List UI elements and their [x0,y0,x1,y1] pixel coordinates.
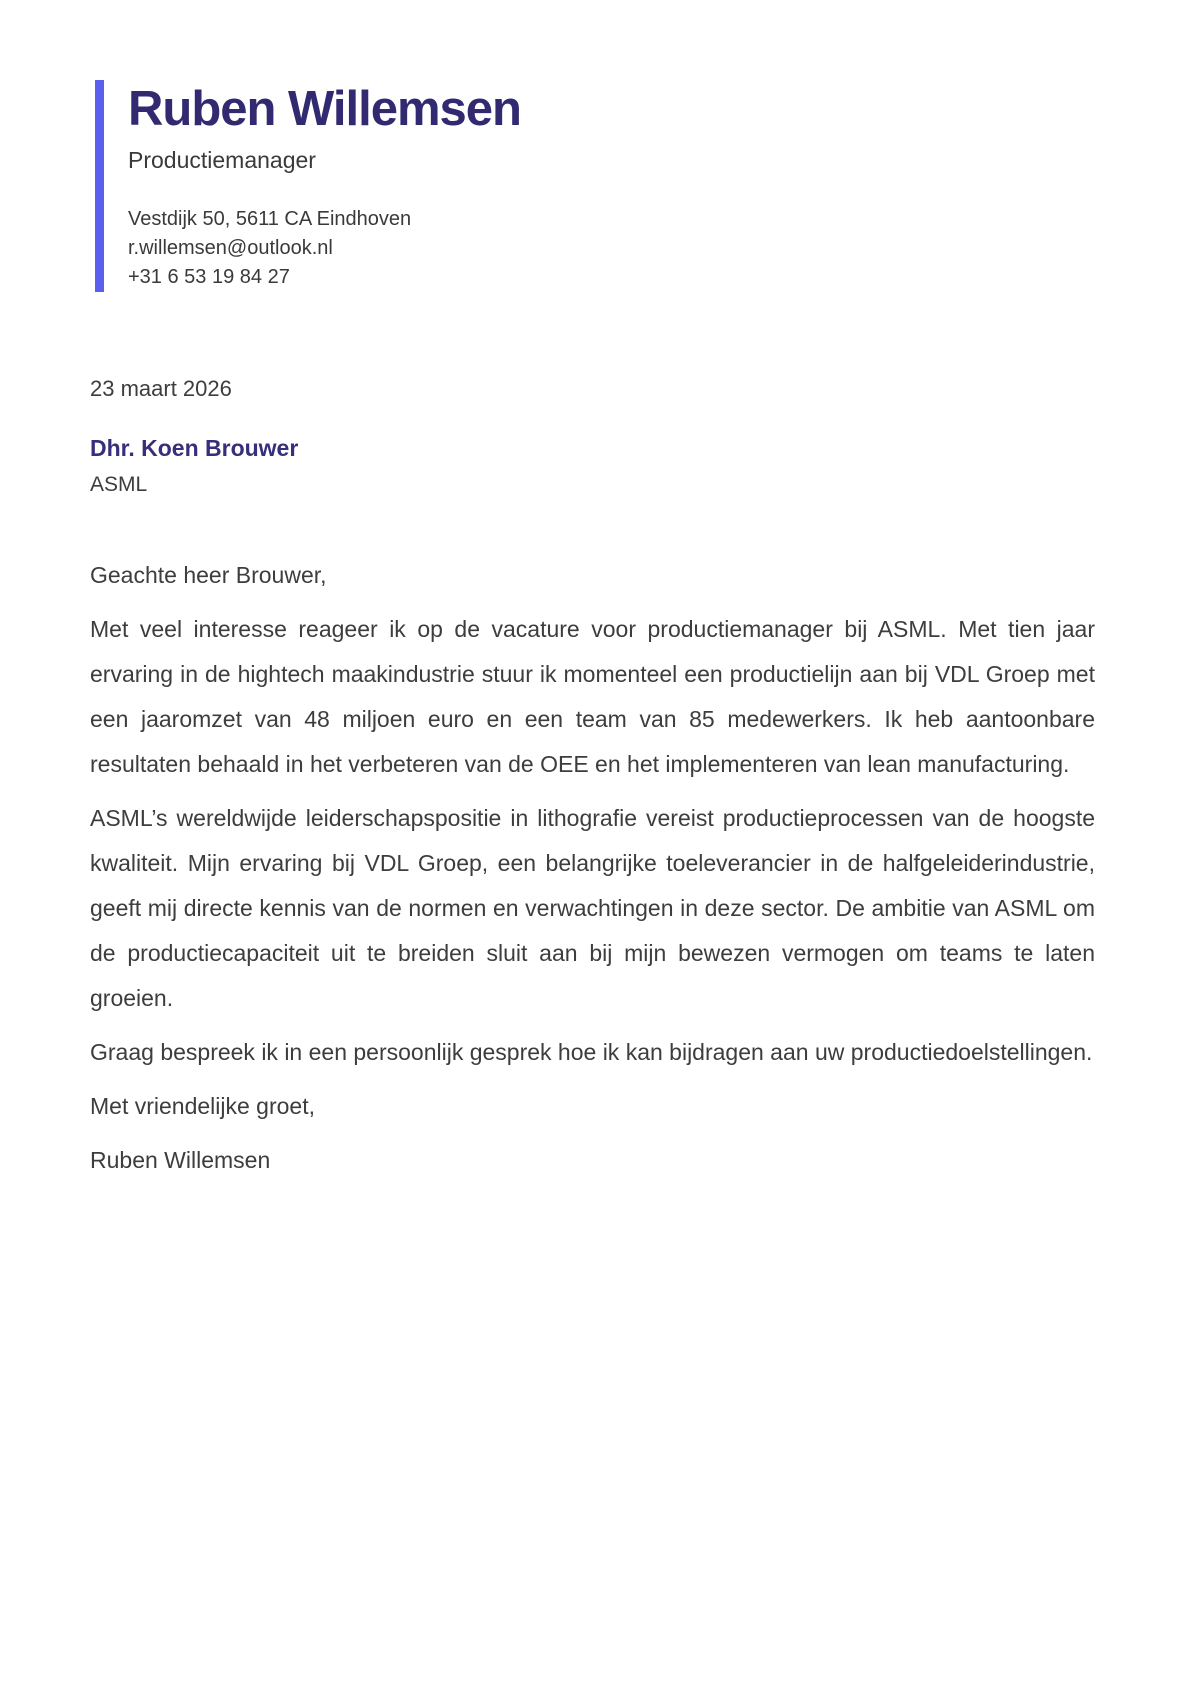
letter-date: 23 maart 2026 [90,376,232,401]
letter-header [95,80,1095,292]
recipient-name: Dhr. Koen Brouwer [90,435,299,461]
closing: Met vriendelijke groet, [90,1093,315,1119]
phone-line: +31 6 53 19 84 27 [128,266,290,288]
job-title: Productiemanager [128,147,316,173]
letter-body [90,553,1095,1183]
letter-paragraph: ASML’s wereldwijde leiderschapspositie in lithografie vereist productieprocessen van de hoogste kwaliteit. Mijn ervaring bij VDL Groep, een belangrijke toeleverancier in de halfgeleiderindustrie, geeft mij directe kennis van de normen en verwachtingen in deze sector. De ambitie van ASML om de productiecapaciteit uit te breiden sluit aan bij mijn bewezen vermogen om teams te laten groeien. [90,805,1095,1011]
recipient-company: ASML [90,473,148,496]
letter-paragraph: Met veel interesse reageer ik op de vacature voor productiemanager bij ASML. Met tien jaar ervaring in de hightech maakindustrie stuur ik momenteel een productielijn aan bij VDL Groep met een jaaromzet van 48 miljoen euro en een team van 85 medewerkers. Ik heb aantoonbare resultaten behaald in het verbeteren van de OEE en het implementeren van lean manufacturing. [90,616,1095,777]
email-line: r.willemsen@outlook.nl [128,237,333,259]
address-line: Vestdijk 50, 5611 CA Eindhoven [128,208,412,230]
salutation: Geachte heer Brouwer, [90,562,327,588]
accent-bar [95,80,104,292]
letter-paragraph: Graag bespreek ik in een persoonlijk gesprek hoe ik kan bijdragen aan uw productiedoelstellingen. [90,1039,1093,1065]
header-content [104,80,521,292]
letter-paragraphs [90,607,1095,1075]
candidate-name: Ruben Willemsen [128,82,521,136]
signature-name: Ruben Willemsen [90,1147,271,1173]
contact-block [128,205,521,292]
